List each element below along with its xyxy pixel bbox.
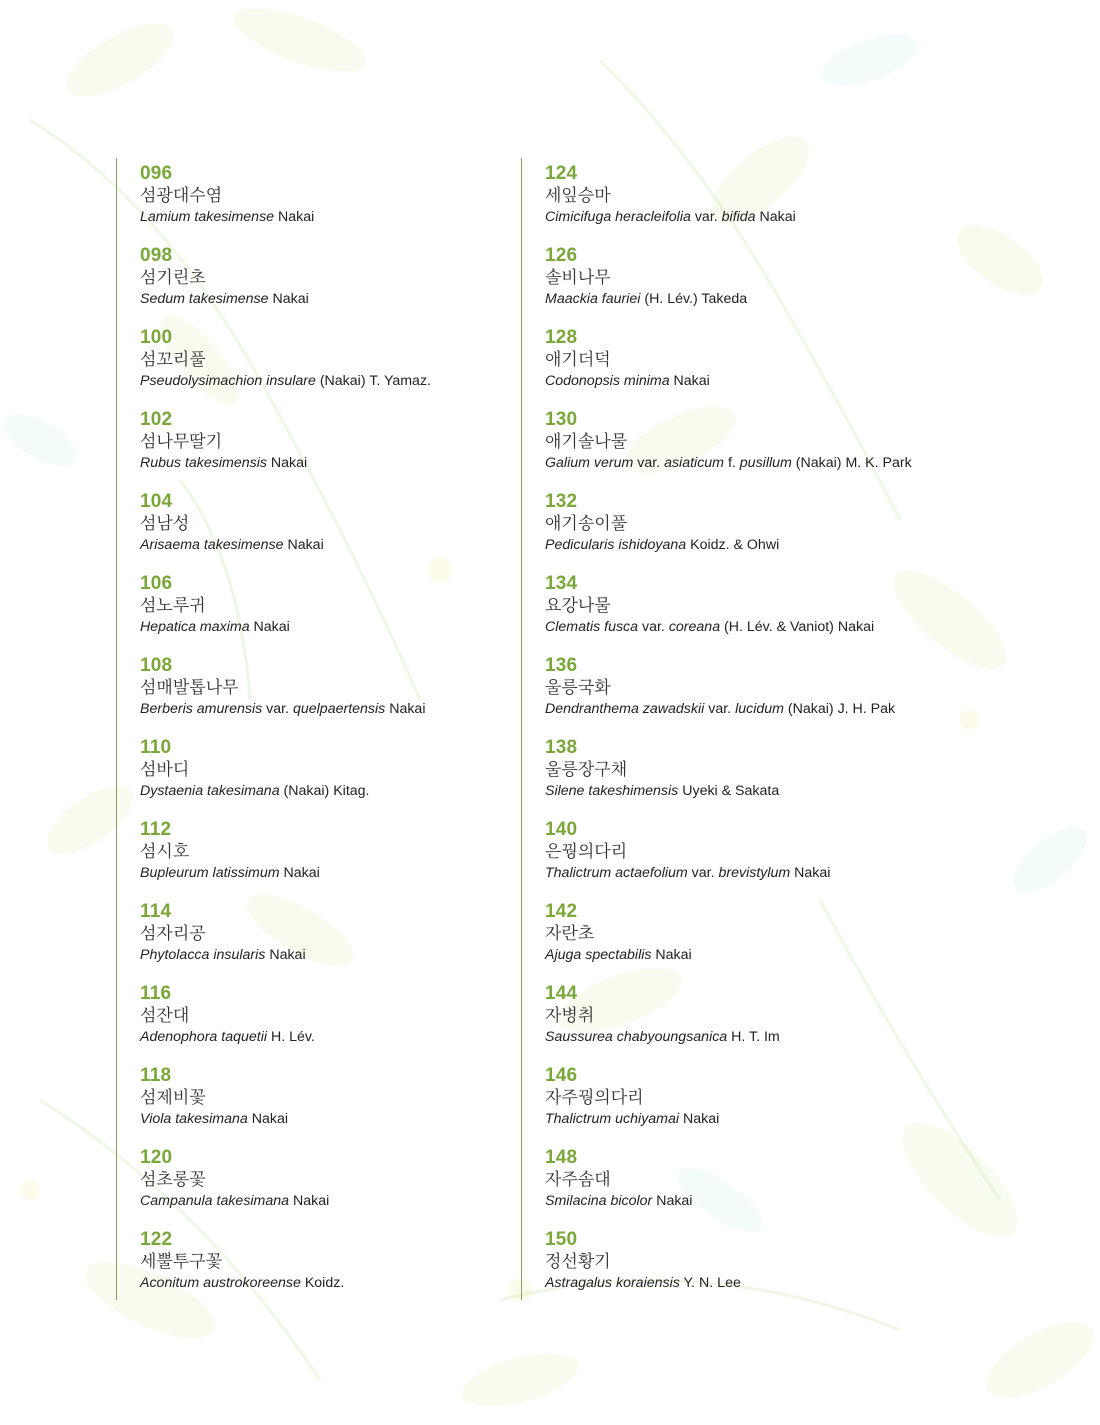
page-number: 128 — [545, 327, 578, 348]
scientific-name — [545, 535, 941, 555]
contents-entry[interactable] — [545, 1060, 941, 1142]
contents-entry[interactable] — [545, 896, 941, 978]
scientific-name-author-part: Nakai — [247, 1111, 289, 1127]
korean-name: 섬노루귀 — [140, 596, 206, 615]
page-number: 120 — [140, 1147, 173, 1168]
contents-entry[interactable] — [140, 896, 516, 978]
korean-name: 섬광대수염 — [140, 186, 223, 205]
scientific-name-author-part: (Nakai) Kitag. — [279, 783, 370, 799]
korean-name: 요강나물 — [545, 596, 611, 615]
page-number: 140 — [545, 819, 578, 840]
contents-entry[interactable] — [545, 486, 941, 568]
scientific-name-italic-part: Cimicifuga heracleifolia — [545, 209, 691, 225]
scientific-name-italic-part: Maackia fauriei — [545, 291, 641, 307]
korean-name: 섬남성 — [140, 514, 190, 533]
scientific-name-italic-part: Galium verum — [545, 455, 634, 471]
scientific-name-italic-part: Clematis fusca — [545, 619, 639, 635]
contents-column-right — [521, 158, 941, 1300]
korean-name: 섬기린초 — [140, 268, 206, 287]
scientific-name-author-part: Nakai — [651, 947, 692, 963]
scientific-name-italic-part: Campanula takesimana — [140, 1193, 290, 1209]
scientific-name — [140, 617, 516, 637]
scientific-name — [140, 945, 516, 965]
scientific-name-italic-part: Dystaenia takesimana — [140, 783, 280, 799]
scientific-name-author-part: Nakai — [679, 1111, 720, 1127]
scientific-name — [140, 371, 516, 391]
page-number: 126 — [545, 245, 578, 266]
scientific-name-italic-part: Thalictrum actaefolium — [545, 865, 688, 881]
scientific-name-author-part: Nakai — [289, 1193, 330, 1209]
scientific-name — [140, 863, 516, 883]
scientific-name-author-part: Y. N. Lee — [679, 1275, 741, 1291]
scientific-name — [545, 863, 941, 883]
scientific-name-author-part: Nakai — [283, 537, 324, 553]
korean-name: 애기더덕 — [545, 350, 611, 369]
scientific-name-italic-part: bifida — [721, 209, 756, 225]
korean-name: 섬바디 — [140, 760, 190, 779]
korean-name: 자병취 — [545, 1006, 595, 1025]
scientific-name-author-part: (Nakai) M. K. Park — [791, 455, 912, 471]
page-number: 108 — [140, 655, 173, 676]
scientific-name-author-part: var. — [633, 455, 665, 471]
scientific-name — [545, 617, 941, 637]
page-number: 110 — [140, 737, 172, 758]
korean-name: 은꿩의다리 — [545, 842, 628, 861]
scientific-name-italic-part: Viola takesimana — [140, 1111, 248, 1127]
page-number: 150 — [545, 1229, 578, 1250]
contents-entry[interactable] — [545, 814, 941, 896]
scientific-name — [545, 371, 941, 391]
korean-name: 섬시호 — [140, 842, 190, 861]
korean-name: 섬꼬리풀 — [140, 350, 206, 369]
contents-entry[interactable] — [545, 568, 941, 650]
korean-name: 울릉국화 — [545, 678, 611, 697]
page-number: 138 — [545, 737, 578, 758]
page-number: 100 — [140, 327, 173, 348]
page-number: 106 — [140, 573, 173, 594]
scientific-name-italic-part: Phytolacca insularis — [140, 947, 266, 963]
scientific-name-author-part: (Nakai) J. H. Pak — [783, 701, 896, 717]
scientific-name-italic-part: Codonopsis minima — [545, 373, 670, 389]
scientific-name-italic-part: Bupleurum latissimum — [140, 865, 280, 881]
scientific-name — [545, 1109, 941, 1129]
scientific-name — [140, 289, 516, 309]
scientific-name-author-part: Uyeki & Sakata — [678, 783, 780, 799]
scientific-name-author-part: var. — [687, 865, 719, 881]
contents-entry[interactable] — [140, 1224, 516, 1306]
scientific-name — [140, 699, 516, 719]
scientific-name — [140, 1273, 516, 1293]
scientific-name-italic-part: Silene takeshimensis — [545, 783, 679, 799]
scientific-name-italic-part: Berberis amurensis — [140, 701, 263, 717]
scientific-name-italic-part: Arisaema takesimense — [140, 537, 284, 553]
contents-entry[interactable] — [140, 1142, 516, 1224]
scientific-name — [545, 945, 941, 965]
contents-entry[interactable] — [140, 978, 516, 1060]
scientific-name-italic-part: brevistylum — [718, 865, 791, 881]
contents-entry[interactable] — [545, 732, 941, 814]
scientific-name-italic-part: Adenophora taquetii — [140, 1029, 268, 1045]
scientific-name-italic-part: lucidum — [735, 701, 784, 717]
scientific-name-italic-part: Pedicularis ishidoyana — [545, 537, 687, 553]
korean-name: 애기송이풀 — [545, 514, 628, 533]
contents-entry[interactable] — [545, 322, 941, 404]
page-number: 148 — [545, 1147, 578, 1168]
page-number: 122 — [140, 1229, 173, 1250]
scientific-name-italic-part: asiaticum — [664, 455, 725, 471]
scientific-name-author-part: var. — [638, 619, 669, 635]
page-number: 116 — [140, 983, 172, 1004]
scientific-name-author-part: Nakai — [249, 619, 290, 635]
page-number: 096 — [140, 163, 173, 184]
korean-name: 섬나무딸기 — [140, 432, 223, 451]
scientific-name — [545, 289, 941, 309]
scientific-name-author-part: Nakai — [669, 373, 710, 389]
scientific-name — [140, 535, 516, 555]
scientific-name-author-part: (Nakai) T. Yamaz. — [315, 373, 431, 389]
page-number: 112 — [140, 819, 172, 840]
scientific-name — [545, 699, 941, 719]
scientific-name-author-part: (H. Lév. & Vaniot) Nakai — [720, 619, 875, 635]
korean-name: 섬잔대 — [140, 1006, 190, 1025]
scientific-name — [545, 1273, 941, 1293]
scientific-name-author-part: Nakai — [266, 455, 308, 471]
scientific-name-italic-part: Saussurea chabyoungsanica — [545, 1029, 728, 1045]
contents-entry[interactable] — [140, 568, 516, 650]
contents-column-left — [116, 158, 516, 1300]
contents-entry[interactable] — [140, 240, 516, 322]
page-number: 142 — [545, 901, 578, 922]
contents-entry[interactable] — [545, 158, 941, 240]
korean-name: 섬매발톱나무 — [140, 678, 239, 697]
scientific-name-author-part: Nakai — [652, 1193, 693, 1209]
page-number: 144 — [545, 983, 578, 1004]
contents-entry[interactable] — [140, 732, 516, 814]
page-number: 118 — [140, 1065, 172, 1086]
page-number: 124 — [545, 163, 578, 184]
scientific-name-author-part: Nakai — [279, 865, 320, 881]
korean-name: 자주꿩의다리 — [545, 1088, 644, 1107]
contents-entry[interactable] — [140, 158, 516, 240]
scientific-name — [140, 781, 516, 801]
scientific-name-italic-part: quelpaertensis — [292, 701, 386, 717]
scientific-name-italic-part: Hepatica maxima — [140, 619, 250, 635]
scientific-name-author-part: Koidz. — [300, 1275, 345, 1291]
scientific-name-author-part: Nakai — [790, 865, 831, 881]
scientific-name-author-part: Nakai — [265, 947, 306, 963]
korean-name: 자주솜대 — [545, 1170, 611, 1189]
scientific-name-italic-part: Smilacina bicolor — [545, 1193, 653, 1209]
scientific-name — [140, 1109, 516, 1129]
korean-name: 울릉장구채 — [545, 760, 628, 779]
scientific-name-author-part: var. — [262, 701, 293, 717]
contents-entry[interactable] — [545, 978, 941, 1060]
scientific-name — [545, 1027, 941, 1047]
page-number: 104 — [140, 491, 173, 512]
korean-name: 애기솔나물 — [545, 432, 628, 451]
korean-name: 정선황기 — [545, 1252, 611, 1271]
scientific-name-italic-part: Ajuga spectabilis — [545, 947, 652, 963]
korean-name: 세잎승마 — [545, 186, 611, 205]
scientific-name — [140, 453, 516, 473]
scientific-name-author-part: Nakai — [268, 291, 309, 307]
contents-entry[interactable] — [140, 486, 516, 568]
scientific-name-italic-part: Aconitum austrokoreense — [140, 1275, 301, 1291]
contents-entry[interactable] — [140, 814, 516, 896]
page-number: 132 — [545, 491, 578, 512]
korean-name: 솔비나무 — [545, 268, 611, 287]
contents-entry[interactable] — [140, 650, 516, 732]
page-number: 130 — [545, 409, 578, 430]
scientific-name-author-part: var. — [704, 701, 736, 717]
scientific-name — [545, 453, 941, 473]
scientific-name-italic-part: coreana — [668, 619, 721, 635]
scientific-name-italic-part: Sedum takesimense — [140, 291, 269, 307]
page-number: 102 — [140, 409, 173, 430]
page-number: 146 — [545, 1065, 578, 1086]
contents-entry[interactable] — [140, 1060, 516, 1142]
scientific-name-author-part: Nakai — [274, 209, 315, 225]
scientific-name-author-part: f. — [724, 455, 740, 471]
page-number: 098 — [140, 245, 173, 266]
scientific-name-author-part: Nakai — [755, 209, 796, 225]
scientific-name-author-part: Nakai — [385, 701, 426, 717]
contents-entry[interactable] — [140, 404, 516, 486]
contents-entry[interactable] — [545, 650, 941, 732]
scientific-name — [545, 207, 941, 227]
contents-entry[interactable] — [140, 322, 516, 404]
scientific-name-author-part: Koidz. & Ohwi — [686, 537, 780, 553]
contents-entry[interactable] — [545, 1224, 941, 1306]
scientific-name-author-part: H. T. Im — [727, 1029, 780, 1045]
contents-entry[interactable] — [545, 1142, 941, 1224]
scientific-name-author-part: (H. Lév.) Takeda — [640, 291, 748, 307]
korean-name: 섬초롱꽃 — [140, 1170, 206, 1189]
scientific-name — [140, 1027, 516, 1047]
scientific-name-italic-part: Rubus takesimensis — [140, 455, 267, 471]
scientific-name-italic-part: pusillum — [739, 455, 792, 471]
scientific-name-italic-part: Astragalus koraiensis — [545, 1275, 680, 1291]
korean-name: 자란초 — [545, 924, 595, 943]
korean-name: 섬자리공 — [140, 924, 206, 943]
scientific-name — [545, 1191, 941, 1211]
page-number: 114 — [140, 901, 172, 922]
scientific-name — [140, 207, 516, 227]
scientific-name-italic-part: Dendranthema zawadskii — [545, 701, 705, 717]
scientific-name-author-part: H. Lév. — [267, 1029, 315, 1045]
scientific-name — [545, 781, 941, 801]
korean-name: 섬제비꽃 — [140, 1088, 206, 1107]
scientific-name-author-part: var. — [690, 209, 722, 225]
scientific-name-italic-part: Thalictrum uchiyamai — [545, 1111, 680, 1127]
page-number: 136 — [545, 655, 578, 676]
korean-name: 세뿔투구꽃 — [140, 1252, 223, 1271]
page-number: 134 — [545, 573, 578, 594]
scientific-name-italic-part: Lamium takesimense — [140, 209, 275, 225]
scientific-name-italic-part: Pseudolysimachion insulare — [140, 373, 316, 389]
scientific-name — [140, 1191, 516, 1211]
contents-entry[interactable] — [545, 240, 941, 322]
contents-entry[interactable] — [545, 404, 941, 486]
